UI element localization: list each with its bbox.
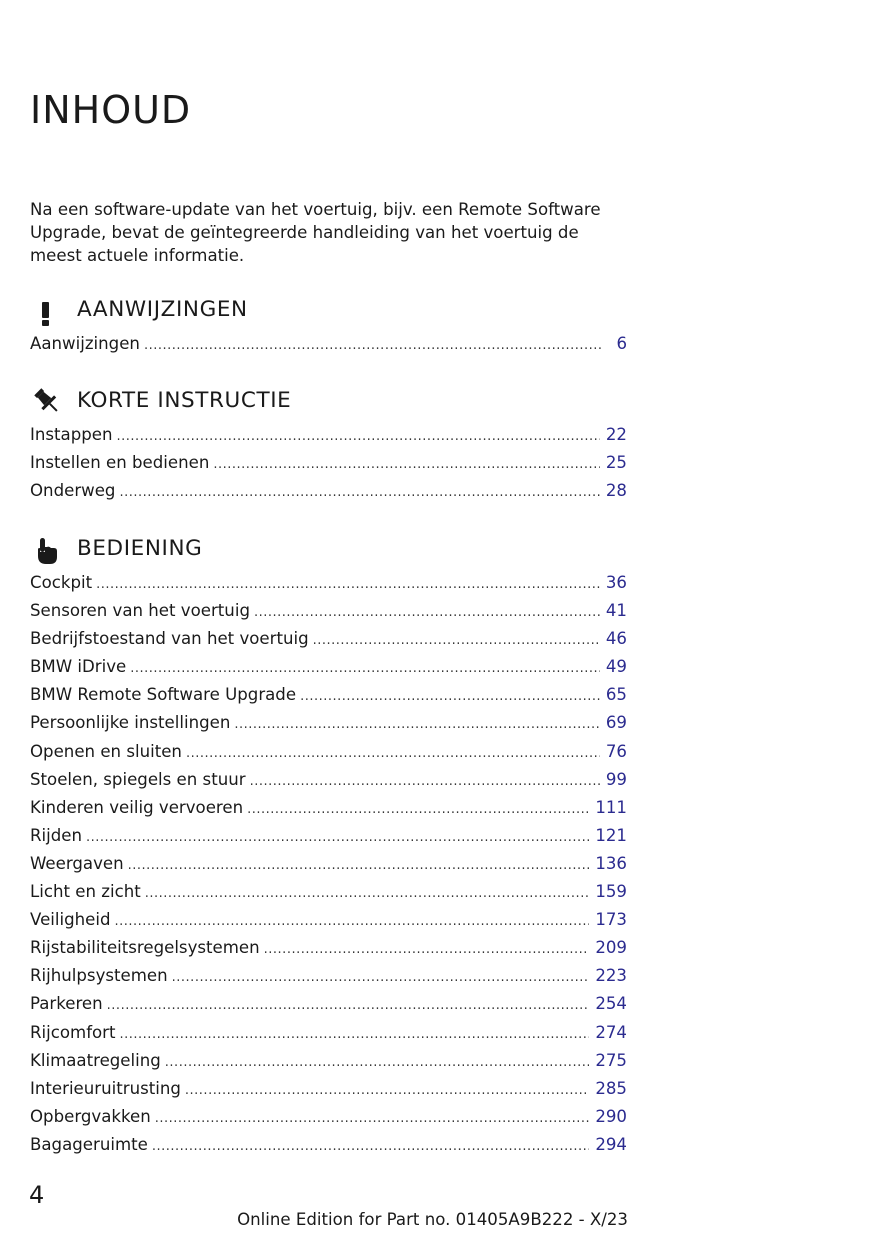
toc-label: Cockpit xyxy=(30,573,93,592)
toc-entry[interactable] xyxy=(30,934,627,962)
section-title: AANWIJZINGEN xyxy=(77,297,248,322)
toc-page-link[interactable]: 22 xyxy=(605,425,627,444)
section-title: BEDIENING xyxy=(77,536,203,561)
toc-entry[interactable] xyxy=(30,962,627,990)
toc-page-link[interactable]: 25 xyxy=(605,453,627,473)
toc-page-link[interactable]: 6 xyxy=(616,334,627,353)
exclamation-icon xyxy=(30,293,64,327)
toc-label: Rijden xyxy=(30,825,83,845)
section-korte-instructie xyxy=(30,381,627,505)
toc-page-link[interactable]: 173 xyxy=(595,910,627,930)
toc-entry[interactable] xyxy=(30,766,627,794)
pointing-hand-icon xyxy=(30,532,64,566)
toc-entry[interactable] xyxy=(30,1019,627,1047)
toc-entry[interactable] xyxy=(30,330,627,358)
toc-page-link[interactable]: 69 xyxy=(605,713,627,733)
toc-label: Rijstabiliteitsregelsystemen xyxy=(30,938,260,958)
toc-page-link[interactable]: 136 xyxy=(595,853,627,873)
toc-list xyxy=(30,569,627,1159)
toc-page-link[interactable]: 41 xyxy=(605,601,627,621)
toc-label: Rijcomfort xyxy=(30,1022,116,1042)
toc-page-link[interactable]: 99 xyxy=(605,769,627,789)
toc-entry[interactable] xyxy=(30,878,627,906)
toc-entry[interactable] xyxy=(30,569,627,597)
toc-entry[interactable] xyxy=(30,822,627,850)
page-number: 4 xyxy=(29,1181,45,1209)
toc-entry[interactable] xyxy=(30,1103,627,1131)
leader-dots xyxy=(213,451,600,479)
leader-dots xyxy=(115,908,590,936)
toc-entry[interactable] xyxy=(30,477,627,505)
toc-entry[interactable] xyxy=(30,653,627,681)
toc-label: Openen en sluiten xyxy=(30,741,182,761)
toc-page-link[interactable]: 111 xyxy=(595,797,627,817)
toc-page-link[interactable]: 254 xyxy=(595,994,627,1014)
pushpin-icon xyxy=(30,384,64,418)
toc-label: Aanwijzingen xyxy=(30,334,140,353)
leader-dots xyxy=(313,627,600,655)
toc-page-link[interactable]: 274 xyxy=(595,1022,627,1042)
toc-entry[interactable] xyxy=(30,738,627,766)
toc-page-link[interactable]: 294 xyxy=(595,1134,627,1154)
toc-page-link[interactable]: 28 xyxy=(605,481,627,501)
leader-dots xyxy=(152,1133,589,1161)
toc-label: Persoonlijke instellingen xyxy=(30,713,231,733)
leader-dots xyxy=(86,824,589,852)
toc-label: Rijhulpsystemen xyxy=(30,966,168,986)
section-header xyxy=(30,381,627,421)
section-title: KORTE INSTRUCTIE xyxy=(77,388,292,413)
toc-page-link[interactable]: 49 xyxy=(605,657,627,677)
toc-label: Bagageruimte xyxy=(30,1134,148,1154)
toc-label: Veiligheid xyxy=(30,910,111,930)
section-header xyxy=(30,529,627,569)
toc-label: Instellen en bedienen xyxy=(30,453,210,473)
page-title: INHOUD xyxy=(30,88,192,132)
toc-entry[interactable] xyxy=(30,1075,627,1103)
leader-dots xyxy=(128,852,590,880)
leader-dots xyxy=(120,1021,590,1049)
toc-page-link[interactable]: 275 xyxy=(595,1050,627,1070)
leader-dots xyxy=(254,599,600,627)
toc-label: Licht en zicht xyxy=(30,882,141,902)
section-bediening xyxy=(30,529,627,1159)
leader-dots xyxy=(165,1049,590,1077)
leader-dots xyxy=(234,711,600,739)
toc-entry[interactable] xyxy=(30,597,627,625)
toc-page-link[interactable]: 290 xyxy=(595,1106,627,1126)
section-aanwijzingen xyxy=(30,290,627,358)
toc-page-link[interactable]: 36 xyxy=(605,573,627,592)
leader-dots xyxy=(300,683,600,711)
toc-entry[interactable] xyxy=(30,681,627,709)
toc-page-link[interactable]: 65 xyxy=(605,685,627,705)
toc-label: BMW iDrive xyxy=(30,657,127,677)
toc-entry[interactable] xyxy=(30,449,627,477)
leader-dots xyxy=(107,992,590,1020)
leader-dots xyxy=(144,332,601,360)
toc-page-link[interactable]: 159 xyxy=(595,882,627,902)
toc-entry[interactable] xyxy=(30,794,627,822)
leader-dots xyxy=(117,423,600,451)
toc-page-link[interactable]: 46 xyxy=(605,629,627,649)
leader-dots xyxy=(185,1077,589,1105)
leader-dots xyxy=(264,936,590,964)
toc-label: Onderweg xyxy=(30,481,116,501)
leader-dots xyxy=(119,479,599,507)
toc-label: Kinderen veilig vervoeren xyxy=(30,797,244,817)
leader-dots xyxy=(172,964,590,992)
toc-label: Stoelen, spiegels en stuur xyxy=(30,769,246,789)
toc-list xyxy=(30,421,627,505)
toc-list xyxy=(30,330,627,358)
toc-label: Opbergvakken xyxy=(30,1106,151,1126)
leader-dots xyxy=(145,880,590,908)
toc-label: Parkeren xyxy=(30,994,103,1014)
leader-dots xyxy=(186,740,600,768)
toc-page-link[interactable]: 285 xyxy=(595,1078,627,1098)
footer-edition: Online Edition for Part no. 01405A9B222 - X/23 xyxy=(237,1210,628,1229)
toc-entry[interactable] xyxy=(30,1131,627,1159)
toc-page-link[interactable]: 76 xyxy=(605,741,627,761)
toc-label: Interieuruitrusting xyxy=(30,1078,181,1098)
intro-paragraph: Na een software-update van het voertuig, bijv. een Remote Software Upgrade, bevat de geïntegreerde handleiding van het voertuig de meest actuele informatie. xyxy=(30,200,601,265)
toc-entry[interactable] xyxy=(30,625,627,653)
toc-entry[interactable] xyxy=(30,850,627,878)
toc-page-link[interactable]: 121 xyxy=(595,825,627,845)
toc-entry[interactable] xyxy=(30,906,627,934)
leader-dots xyxy=(250,768,600,796)
toc-label: Weergaven xyxy=(30,853,124,873)
toc-label: BMW Remote Software Upgrade xyxy=(30,685,297,705)
toc-label: Bedrijfstoestand van het voertuig xyxy=(30,629,309,649)
section-header xyxy=(30,290,627,330)
toc-entry[interactable] xyxy=(30,709,627,737)
toc-entry[interactable] xyxy=(30,1047,627,1075)
toc-entry[interactable] xyxy=(30,421,627,449)
toc-page-link[interactable]: 209 xyxy=(595,938,627,958)
toc-entry[interactable] xyxy=(30,990,627,1018)
leader-dots xyxy=(96,571,600,599)
toc-page-link[interactable]: 223 xyxy=(595,966,627,986)
leader-dots xyxy=(130,655,600,683)
toc-label: Sensoren van het voertuig xyxy=(30,601,250,621)
toc-label: Instappen xyxy=(30,425,113,444)
leader-dots xyxy=(247,796,589,824)
leader-dots xyxy=(155,1105,590,1133)
toc-label: Klimaatregeling xyxy=(30,1050,161,1070)
